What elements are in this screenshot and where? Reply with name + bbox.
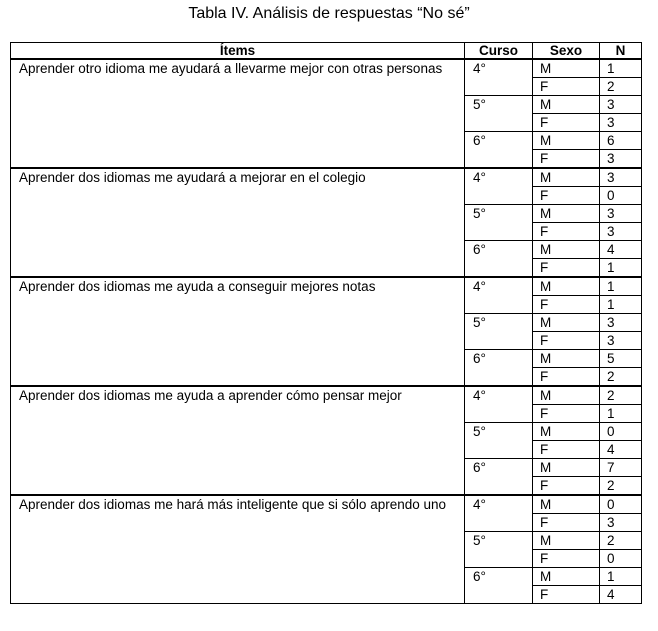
sexo-cell: M [533,277,600,296]
count-cell: 1 [600,59,642,78]
count-cell: 5 [600,350,642,368]
sexo-cell: F [533,441,600,459]
header-items: Ítems [11,43,465,60]
sexo-cell: F [533,223,600,241]
count-cell: 2 [600,386,642,405]
sexo-cell: M [533,314,600,332]
count-cell: 0 [600,495,642,514]
table-row [11,495,642,514]
sexo-cell: F [533,114,600,132]
curso-cell: 6° [465,241,533,278]
count-cell: 3 [600,332,642,350]
sexo-cell: M [533,96,600,114]
curso-cell: 6° [465,132,533,169]
count-cell: 7 [600,459,642,477]
count-cell: 1 [600,259,642,278]
sexo-cell: F [533,150,600,169]
sexo-cell: M [533,386,600,405]
curso-cell: 5° [465,532,533,568]
sexo-cell: F [533,296,600,314]
count-cell: 3 [600,205,642,223]
sexo-cell: F [533,259,600,278]
sexo-cell: F [533,514,600,532]
sexo-cell: F [533,78,600,96]
sexo-cell: M [533,459,600,477]
curso-cell: 5° [465,423,533,459]
sexo-cell: M [533,423,600,441]
sexo-cell: F [533,332,600,350]
curso-cell: 4° [465,277,533,314]
responses-table [10,42,642,604]
curso-cell: 5° [465,205,533,241]
count-cell: 3 [600,514,642,532]
sexo-cell: F [533,368,600,387]
table-row [11,59,642,78]
curso-cell: 4° [465,168,533,205]
count-cell: 4 [600,241,642,259]
sexo-cell: M [533,532,600,550]
count-cell: 1 [600,296,642,314]
count-cell: 1 [600,277,642,296]
sexo-cell: M [533,168,600,187]
header-n: N [600,43,642,60]
count-cell: 3 [600,150,642,169]
sexo-cell: M [533,568,600,586]
table-row [11,386,642,405]
count-cell: 3 [600,114,642,132]
count-cell: 2 [600,78,642,96]
count-cell: 2 [600,368,642,387]
curso-cell: 6° [465,568,533,604]
sexo-cell: F [533,187,600,205]
sexo-cell: M [533,350,600,368]
count-cell: 2 [600,532,642,550]
count-cell: 2 [600,477,642,496]
sexo-cell: M [533,495,600,514]
item-cell: Aprender dos idiomas me hará más inteligente que si sólo aprendo uno [11,495,465,604]
sexo-cell: M [533,205,600,223]
curso-cell: 6° [465,459,533,496]
sexo-cell: F [533,477,600,496]
curso-cell: 6° [465,350,533,387]
count-cell: 1 [600,568,642,586]
table-row [11,277,642,296]
count-cell: 3 [600,168,642,187]
count-cell: 4 [600,441,642,459]
count-cell: 0 [600,423,642,441]
sexo-cell: F [533,405,600,423]
count-cell: 0 [600,187,642,205]
sexo-cell: F [533,550,600,568]
count-cell: 0 [600,550,642,568]
sexo-cell: F [533,586,600,604]
curso-cell: 4° [465,386,533,423]
sexo-cell: M [533,59,600,78]
curso-cell: 5° [465,96,533,132]
header-curso: Curso [465,43,533,60]
table-row [11,168,642,187]
curso-cell: 4° [465,495,533,532]
table-body [11,59,642,604]
count-cell: 3 [600,96,642,114]
item-cell: Aprender dos idiomas me ayudará a mejorar en el colegio [11,168,465,277]
count-cell: 3 [600,223,642,241]
item-cell: Aprender dos idiomas me ayuda a aprender cómo pensar mejor [11,386,465,495]
curso-cell: 4° [465,59,533,96]
item-cell: Aprender otro idioma me ayudará a llevarme mejor con otras personas [11,59,465,168]
table-caption: Tabla IV. Análisis de respuestas “No sé” [188,5,470,22]
count-cell: 1 [600,405,642,423]
table-header-row [11,43,642,60]
sexo-cell: M [533,241,600,259]
header-sexo: Sexo [533,43,600,60]
sexo-cell: M [533,132,600,150]
count-cell: 3 [600,314,642,332]
count-cell: 6 [600,132,642,150]
count-cell: 4 [600,586,642,604]
item-cell: Aprender dos idiomas me ayuda a conseguir mejores notas [11,277,465,386]
curso-cell: 5° [465,314,533,350]
